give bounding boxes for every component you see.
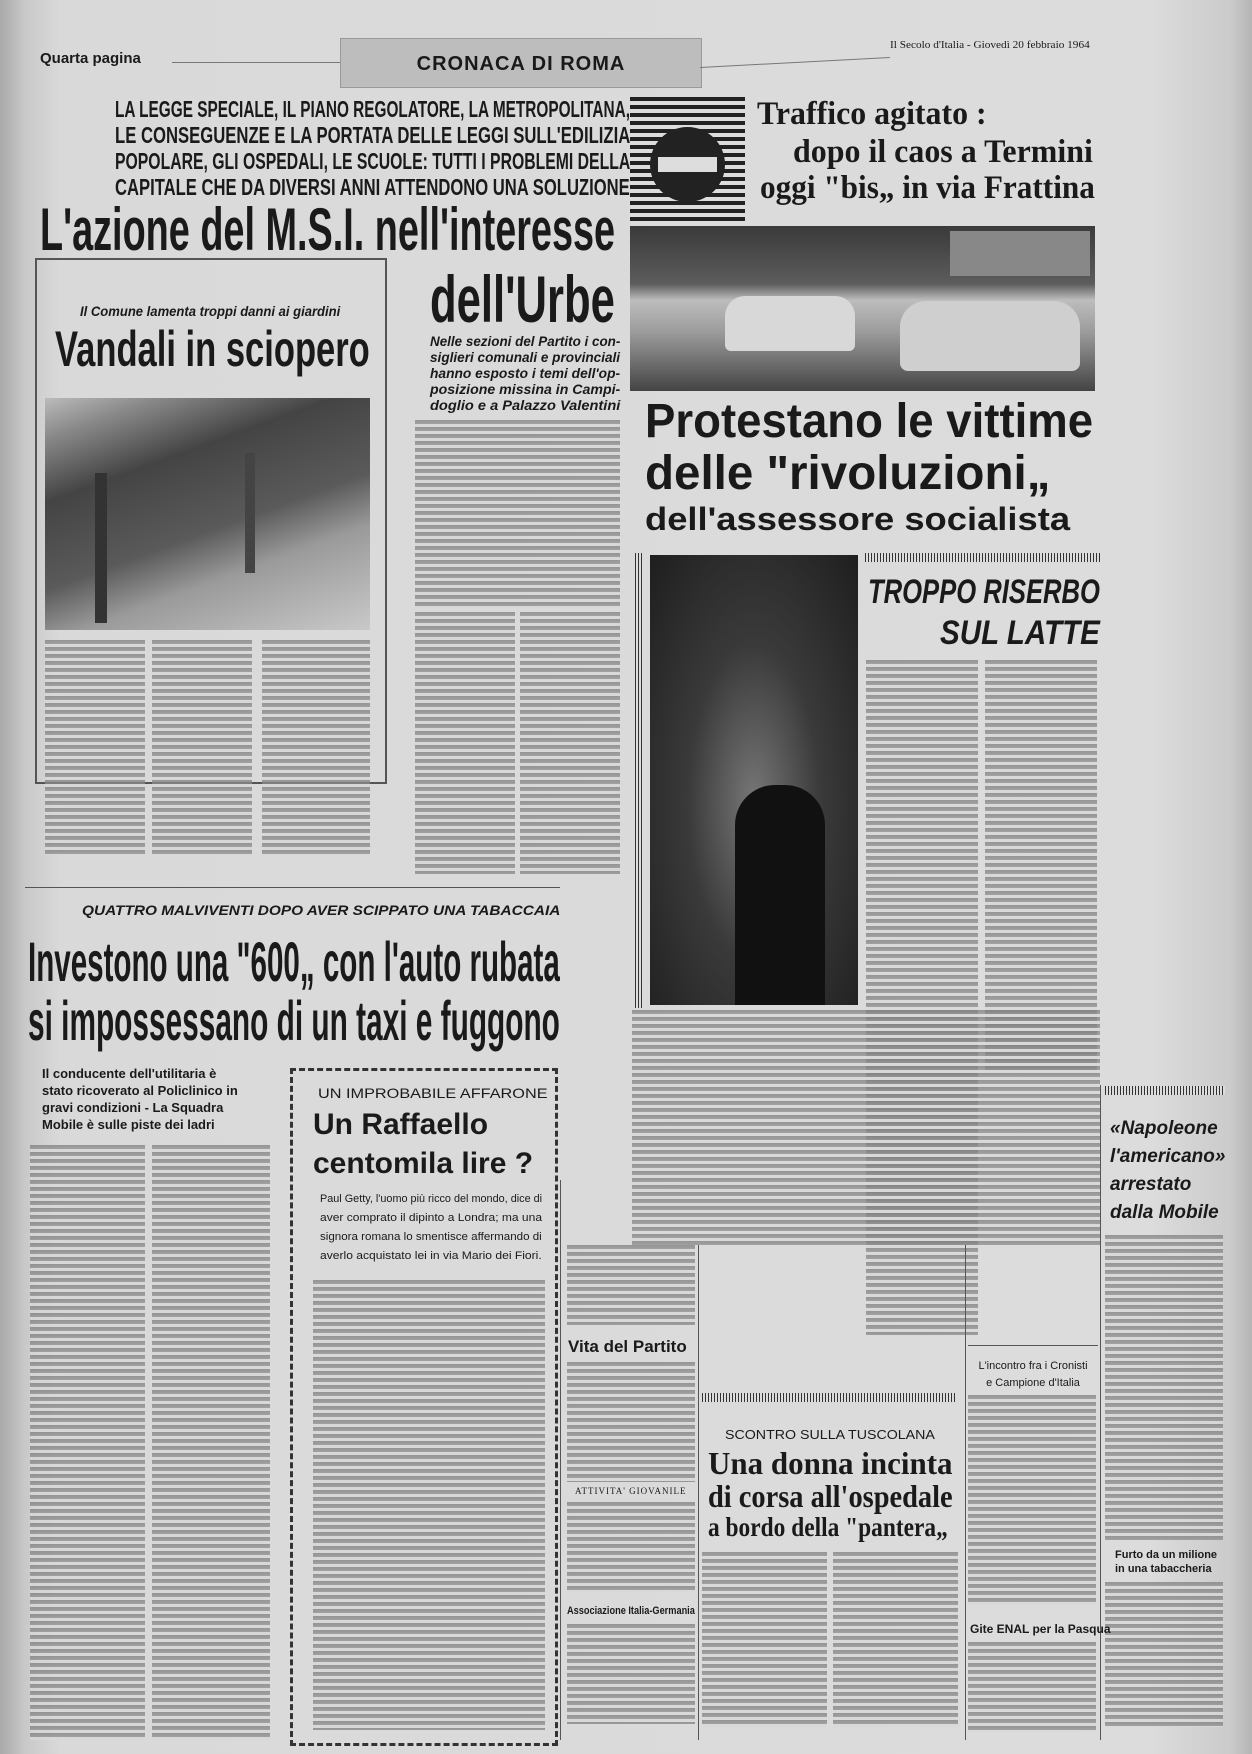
vita-partito-body-text bbox=[567, 1362, 695, 1482]
vandali-body-text bbox=[45, 640, 145, 855]
latte-body-text bbox=[866, 660, 978, 1335]
vita-partito-subhead: ATTIVITA' GIOVANILE bbox=[575, 1486, 687, 1496]
latte-headline-1: TROPPO RISERBO bbox=[868, 573, 1100, 611]
vandali-photo bbox=[45, 398, 370, 630]
latte-body-text bbox=[985, 660, 1097, 1070]
vandali-body-text bbox=[262, 640, 370, 855]
protest-crowd-photo bbox=[650, 555, 858, 1005]
lead-subdeck: hanno esposto i temi dell'op- bbox=[430, 365, 621, 381]
hatched-rule bbox=[865, 553, 1100, 562]
vita-partito-body-text bbox=[567, 1624, 695, 1724]
divider bbox=[25, 887, 560, 888]
dateline: Il Secolo d'Italia - Giovedì 20 febbraio 1964 bbox=[890, 39, 1090, 51]
lead-deck-line: POPOLARE, GLI OSPEDALI, LE SCUOLE: TUTTI I PROBLEMI DELLA bbox=[115, 148, 631, 174]
lead-subdeck: siglieri comunali e provinciali bbox=[430, 349, 621, 365]
hatched-rule bbox=[1105, 1086, 1225, 1095]
section-banner bbox=[340, 38, 702, 88]
furto-headline: Furto da un milione in una tabaccheria bbox=[1115, 1549, 1218, 1575]
scontro-headline-2: di corsa all'ospedale bbox=[708, 1478, 953, 1514]
raffaello-headline-2: centomila lire ? bbox=[313, 1147, 534, 1180]
vandali-kicker: Il Comune lamenta troppi danni ai giardini bbox=[80, 303, 341, 319]
sign-bar bbox=[658, 157, 717, 172]
lead-deck-line: LE CONSEGUENZE E LA PORTATA DELLE LEGGI SULL'EDILIZIA bbox=[115, 122, 631, 148]
vandali-headline: Vandali in sciopero bbox=[55, 321, 370, 377]
raffaello-deck: aver comprato il dipinto a Londra; ma una bbox=[320, 1212, 543, 1224]
investono-kicker: QUATTRO MALVIVENTI DOPO AVER SCIPPATO UNA TABACCAIA bbox=[82, 902, 561, 918]
scontro-headline-3: a bordo della "pantera„ bbox=[708, 1512, 948, 1542]
lead-subdeck: Nelle sezioni del Partito i con- bbox=[430, 333, 621, 349]
investono-subdeck: Il conducente dell'utilitaria è stato ricoverato al Policlinico in gravi condizioni - La Squadra Mobile è sulle piste dei ladri bbox=[42, 1066, 238, 1132]
tram bbox=[950, 231, 1090, 276]
divider bbox=[560, 1180, 561, 1740]
raffaello-deck: averlo acquistato lei in via Mario dei Fiori. bbox=[320, 1250, 542, 1262]
traffico-headline-3: oggi "bis„ in via Frattina bbox=[760, 170, 1095, 206]
car bbox=[725, 296, 855, 351]
scontro-body-text bbox=[833, 1552, 958, 1727]
lead-body-text bbox=[415, 612, 515, 874]
column-body-text bbox=[567, 1245, 695, 1325]
traffico-headline-2: dopo il caos a Termini bbox=[793, 134, 1093, 170]
raffaello-deck: signora romana lo smentisce affermando di bbox=[320, 1231, 542, 1243]
gite-headline: Gite ENAL per la Pasqua bbox=[970, 1622, 1111, 1636]
raffaello-headline-1: Un Raffaello bbox=[313, 1108, 489, 1141]
incontro-headline: L'incontro fra i Cronisti e Campione d'Italia bbox=[978, 1360, 1088, 1389]
investono-body-text bbox=[152, 1145, 270, 1740]
vita-partito-title: Vita del Partito bbox=[568, 1337, 687, 1356]
napoleone-headline: «Napoleone l'americano» arrestato dalla Mobile bbox=[1110, 1118, 1226, 1223]
lead-subdeck: posizione missina in Campi- bbox=[430, 381, 621, 397]
protestano-headline-3: dell'assessore socialista bbox=[645, 501, 1071, 537]
protestano-headline-2: delle "rivoluzioni„ bbox=[645, 447, 1051, 500]
divider bbox=[1100, 1085, 1101, 1740]
lead-body-text bbox=[415, 420, 620, 608]
section-title: CRONACA DI ROMA bbox=[416, 53, 626, 75]
furto-body-text bbox=[1105, 1582, 1223, 1727]
latte-headline-2: SUL LATTE bbox=[940, 614, 1100, 652]
divider bbox=[698, 1245, 699, 1740]
hatched-rule bbox=[702, 1393, 957, 1402]
napoleone-body-text bbox=[1105, 1235, 1223, 1540]
raffaello-deck: Paul Getty, l'uomo più ricco del mondo, dice di bbox=[320, 1193, 543, 1205]
no-entry-sign-icon bbox=[650, 127, 725, 202]
fence-post bbox=[95, 473, 107, 623]
traffico-headline-1: Traffico agitato : bbox=[757, 96, 987, 132]
investono-body-text bbox=[30, 1145, 145, 1740]
incontro-body-text bbox=[968, 1395, 1096, 1605]
traffic-photo bbox=[630, 226, 1095, 391]
vandali-body-text bbox=[152, 640, 252, 855]
vita-partito-subhead-2: Associazione Italia-Germania bbox=[567, 1605, 695, 1617]
lead-headline-urbe: dell'Urbe bbox=[430, 262, 615, 336]
lead-subdeck: doglio e a Palazzo Valentini bbox=[430, 397, 621, 413]
raffaello-kicker: UN IMPROBABILE AFFARONE bbox=[318, 1085, 548, 1101]
divider bbox=[968, 1345, 1098, 1346]
divider bbox=[700, 57, 890, 68]
lead-headline: L'azione del M.S.I. nell'interesse bbox=[40, 196, 616, 263]
hatched-rule bbox=[635, 553, 643, 1008]
divider bbox=[965, 1245, 966, 1740]
fence-post bbox=[245, 453, 255, 573]
lead-deck-line: CAPITALE CHE DA DIVERSI ANNI ATTENDONO UNA SOLUZIONE bbox=[115, 174, 630, 200]
figure bbox=[735, 785, 825, 1005]
car bbox=[900, 301, 1080, 371]
scontro-body-text bbox=[702, 1552, 827, 1727]
scontro-kicker: SCONTRO SULLA TUSCOLANA bbox=[725, 1427, 935, 1442]
scontro-headline-1: Una donna incinta bbox=[708, 1445, 953, 1481]
divider bbox=[172, 62, 340, 63]
investono-headline-2: si impossessano di un taxi e fuggono bbox=[28, 989, 560, 1052]
traffic-sign-box bbox=[630, 97, 745, 222]
raffaello-body-text bbox=[313, 1280, 545, 1730]
vita-partito-body-text bbox=[567, 1502, 695, 1592]
page-label: Quarta pagina bbox=[40, 50, 141, 67]
lead-body-text bbox=[520, 612, 620, 874]
protestano-headline-1: Protestano le vittime bbox=[645, 395, 1094, 448]
lead-deck-line: LA LEGGE SPECIALE, IL PIANO REGOLATORE, LA METROPOLITANA, bbox=[115, 96, 630, 122]
investono-headline-1: Investono una "600„ con l'auto rubata bbox=[28, 930, 560, 993]
gite-body-text bbox=[968, 1642, 1096, 1732]
